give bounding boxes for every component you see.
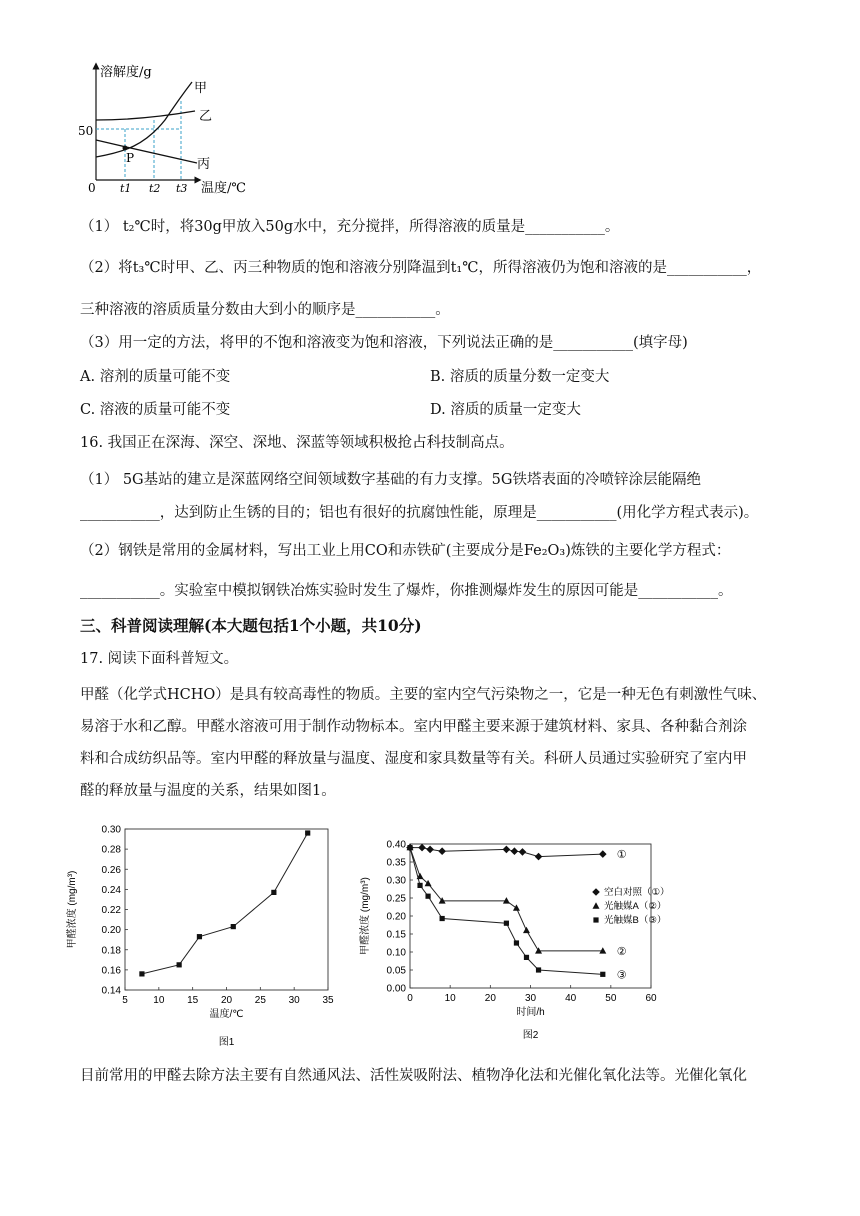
solubility-origin: 0 (88, 181, 96, 195)
q17-para1-line2: 易溶于水和乙醇。甲醛水溶液可用于制作动物标本。室内甲醛主要来源于建筑材料、家具、各种黏合剂涂 (80, 719, 747, 735)
curve-yi-label: 乙 (199, 109, 213, 124)
x-tick-label: 10 (444, 993, 456, 1004)
series-line (142, 833, 308, 974)
curve-yi (96, 111, 195, 120)
series-end-label: ③ (616, 968, 627, 982)
series-3-point (514, 940, 519, 945)
series-3-point (536, 967, 541, 972)
series-3-point (425, 894, 430, 899)
q15-option-d: D. 溶质的质量一定变大 (430, 402, 581, 418)
legend-marker (593, 917, 598, 922)
y-tick-label: 0.15 (386, 929, 406, 941)
data-point (197, 934, 202, 939)
figure2-chart (355, 838, 695, 1053)
q17-para1-line1: 甲醛（化学式HCHO）是具有较高毒性的物质。主要的室内空气污染物之一，它是一种无色有刺激性气味、 (80, 687, 767, 703)
x-tick-label: 40 (565, 993, 577, 1004)
curve-jia-label: 甲 (194, 81, 208, 96)
q17-para1-line4: 醛的释放量与温度的关系，结果如图1。 (80, 783, 336, 799)
series-1-point (519, 848, 527, 856)
series-2-point (523, 927, 530, 933)
curve-bing-label: 丙 (197, 157, 211, 172)
y-tick-label: 0.28 (101, 844, 121, 856)
point-p (123, 146, 128, 151)
q16-part2-line2: ___________。实验室中模拟钢铁冶炼实验时发生了爆炸，你推测爆炸发生的原因可能是___________。 (80, 583, 733, 599)
y-tick-label: 0.16 (101, 965, 121, 977)
legend-marker (593, 902, 600, 908)
q15-part2-line1: （2）将t₃℃时甲、乙、丙三种物质的饱和溶液分别降温到t₁℃，所得溶液仍为饱和溶液的是___________， (80, 260, 762, 276)
series-1-point (599, 850, 607, 858)
series-1-point (503, 846, 511, 854)
y-axis-label: 甲醛浓度 (mg/m³) (67, 870, 78, 949)
q16-stem: 16. 我国正在深海、深空、深地、深蓝等领域积极抢占科技制高点。 (80, 435, 514, 451)
q17-para2: 目前常用的甲醛去除方法主要有自然通风法、活性炭吸附法、植物净化法和光催化氧化法等。光催化氧化 (80, 1068, 747, 1084)
series-2-point (535, 947, 542, 953)
q15-part3: （3）用一定的方法，将甲的不饱和溶液变为饱和溶液，下列说法正确的是___________(填字母) (80, 335, 688, 351)
y-tick-label: 0.14 (101, 985, 121, 997)
y-tick-label: 0.18 (101, 945, 121, 957)
data-point (305, 830, 310, 835)
data-point (177, 962, 182, 967)
series-3-point (417, 883, 422, 888)
point-p-label: P (126, 151, 135, 165)
x-tick-label: 10 (153, 995, 165, 1006)
x-tick-label: 5 (122, 995, 128, 1006)
q16-part1-line2: ___________，达到防止生锈的目的；铝也有很好的抗腐蚀性能，原理是___________(用化学方程式表示)。 (80, 505, 759, 521)
legend-entry: 光触媒B（③） (604, 915, 667, 926)
series-3-point (600, 972, 605, 977)
data-point (139, 971, 144, 976)
series-1-point (418, 844, 426, 852)
q17-stem: 17. 阅读下面科普短文。 (80, 651, 239, 667)
x-tick-label: 15 (187, 995, 199, 1006)
y-axis-label: 甲醛浓度 (mg/m³) (360, 877, 371, 955)
x-tick-label: 30 (288, 995, 300, 1006)
y-tick-label: 0.40 (386, 839, 406, 851)
x-tick-label: 50 (605, 993, 617, 1004)
q15-option-c: C. 溶液的质量可能不变 (80, 402, 231, 418)
q15-option-b: B. 溶质的质量分数一定变大 (430, 369, 610, 385)
curve-bing (96, 140, 197, 163)
series-end-label: ① (616, 848, 627, 862)
series-2-point (513, 904, 520, 910)
series-3-point (440, 916, 445, 921)
y-tick-label: 0.22 (101, 905, 121, 916)
x-axis-label: 温度/℃ (209, 1009, 244, 1020)
x-tick-label: 35 (322, 995, 334, 1006)
x-axis-label: 时间/h (516, 1007, 545, 1018)
legend-entry: 光触媒A（②） (604, 901, 667, 912)
q15-option-a: A. 溶剂的质量可能不变 (80, 369, 231, 385)
tick-t2: t2 (149, 182, 161, 195)
series-3-point (504, 921, 509, 926)
y-tick-label: 0.30 (101, 824, 121, 836)
solubility-y-label: 溶解度/g (100, 65, 152, 80)
y-tick-label: 0.00 (386, 983, 406, 995)
solubility-50-mark: 50 (78, 124, 94, 138)
x-tick-label: 60 (645, 993, 657, 1004)
figure-caption: 图2 (522, 1030, 539, 1041)
q16-part2-line1: （2）钢铁是常用的金属材料，写出工业上用CO和赤铁矿(主要成分是Fe₂O₃)炼铁的主要化学方程式： (80, 543, 731, 559)
q17-para1-line3: 料和合成纺织品等。室内甲醛的释放量与温度、湿度和家具数量等有关。科研人员通过实验研究了室内甲 (80, 751, 747, 767)
y-tick-label: 0.20 (386, 911, 406, 923)
y-tick-label: 0.24 (101, 884, 121, 896)
series-line-3 (410, 848, 603, 975)
y-tick-label: 0.30 (386, 875, 406, 887)
series-1-point (511, 847, 519, 855)
series-3-point (524, 955, 529, 960)
figure1-chart (60, 815, 360, 1055)
data-point (271, 890, 276, 895)
figure-caption: 图1 (218, 1037, 235, 1048)
data-point (231, 924, 236, 929)
x-tick-label: 30 (524, 993, 537, 1004)
series-1-point (535, 853, 543, 861)
series-1-point (438, 847, 446, 855)
x-tick-label: 25 (254, 995, 266, 1006)
q16-part1-line1: （1） 5G基站的建立是深蓝网络空间领域数字基础的有力支撑。5G铁塔表面的冷喷锌涂层能隔绝 (80, 472, 701, 488)
series-1-point (426, 846, 434, 854)
y-tick-label: 0.25 (386, 893, 406, 905)
y-tick-label: 0.05 (386, 965, 406, 977)
x-tick-label: 20 (484, 993, 496, 1004)
q15-part1: （1） t₂℃时，将30g甲放入50g水中，充分搅拌，所得溶液的质量是___________。 (80, 219, 620, 235)
solubility-x-label: 温度/℃ (201, 181, 246, 196)
y-tick-label: 0.20 (101, 925, 121, 937)
legend-entry: 空白对照（①） (604, 887, 670, 898)
y-tick-label: 0.10 (386, 947, 406, 959)
plot-frame (125, 829, 328, 990)
series-2-point (599, 947, 606, 953)
x-tick-label: 20 (220, 995, 233, 1006)
series-end-label: ② (616, 944, 627, 958)
y-tick-label: 0.35 (386, 857, 406, 869)
legend-marker (592, 888, 600, 896)
tick-t1: t1 (120, 182, 132, 195)
series-3-point (407, 845, 412, 850)
y-tick-label: 0.26 (101, 864, 121, 876)
tick-t3: t3 (176, 182, 188, 195)
x-tick-label: 0 (407, 993, 413, 1004)
solubility-figure (70, 60, 280, 200)
section-heading: 三、科普阅读理解(本大题包括1个小题，共10分) (80, 616, 422, 635)
q15-part2-line2: 三种溶液的溶质质量分数由大到小的顺序是___________。 (80, 302, 450, 318)
